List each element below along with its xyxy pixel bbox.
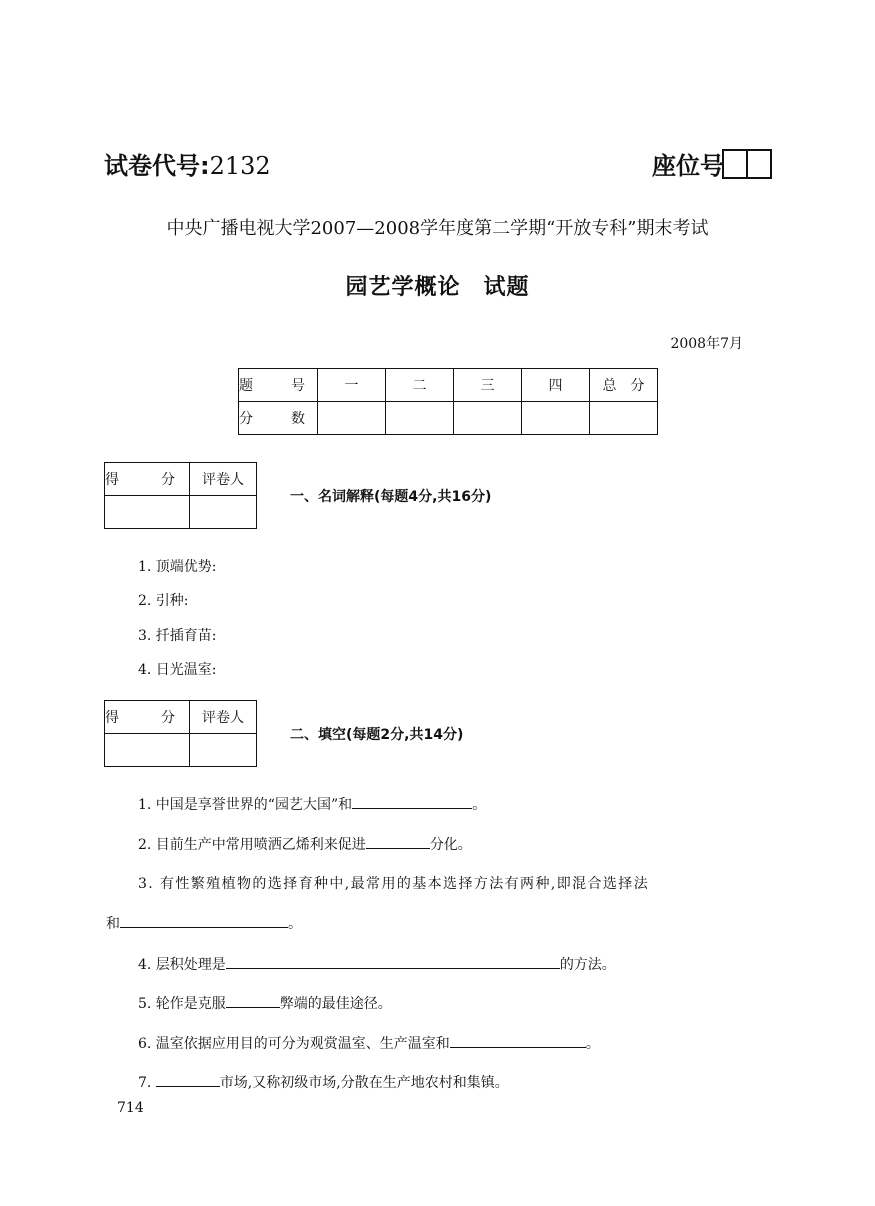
score-label: 得 分 [105, 701, 190, 734]
score-table-row-label: 分 数 [239, 402, 318, 435]
score-table-score-row [239, 402, 658, 435]
score-cell [318, 402, 386, 435]
seat-number [652, 146, 772, 181]
score-table [238, 368, 658, 435]
answer-blank[interactable] [226, 993, 280, 1008]
section1-item: 1. 顶端优势: [138, 559, 217, 575]
score-table-header-cell: 三 [454, 369, 522, 402]
paper-code [104, 146, 271, 181]
grader-box-section1 [104, 462, 257, 529]
grader-cell [190, 734, 257, 767]
score-table-header-cell: 总 分 [590, 369, 658, 402]
answer-blank[interactable] [366, 834, 430, 849]
answer-blank[interactable] [226, 954, 560, 969]
section1-title: 一、名词解释(每题4分,共16分) [290, 489, 492, 505]
seat-box-2 [746, 149, 772, 179]
exam-title: 中央广播电视大学2007—2008学年度第二学期“开放专科”期末考试 [166, 218, 709, 239]
score-cell [105, 734, 190, 767]
paper-code-value: 2132 [209, 152, 271, 180]
score-cell [522, 402, 590, 435]
fill-item: 6. 温室依据应用目的可分为观赏温室、生产温室和 。 [138, 1033, 600, 1053]
score-table-header-row [239, 369, 658, 402]
grader-box-section2 [104, 700, 257, 767]
answer-blank[interactable] [450, 1033, 586, 1048]
score-table-header-cell: 题 号 [239, 369, 318, 402]
answer-blank[interactable] [156, 1072, 220, 1087]
fill-item: 4. 层积处理是 的方法。 [138, 954, 616, 974]
score-cell [590, 402, 658, 435]
section2-title: 二、填空(每题2分,共14分) [290, 727, 464, 743]
paper-code-label: 试卷代号: [104, 152, 210, 180]
section1-item: 3. 扦插育苗: [138, 628, 217, 644]
grader-label: 评卷人 [190, 463, 257, 496]
score-cell [105, 496, 190, 529]
answer-blank[interactable] [120, 913, 288, 928]
exam-date: 2008年7月 [670, 336, 743, 352]
subject-title: 园艺学概论 试题 [345, 275, 530, 300]
fill-item: 和 。 [106, 913, 302, 933]
grader-label: 评卷人 [190, 701, 257, 734]
seat-box-1 [722, 149, 748, 179]
fill-item: 3. 有性繁殖植物的选择育种中,最常用的基本选择方法有两种,即混合选择法 [138, 876, 650, 892]
answer-blank[interactable] [352, 794, 472, 809]
fill-item: 1. 中国是享誉世界的“园艺大国”和 。 [138, 794, 486, 814]
score-cell [454, 402, 522, 435]
section1-item: 2. 引种: [138, 593, 189, 609]
score-table-header-cell: 二 [386, 369, 454, 402]
score-table-header-cell: 四 [522, 369, 590, 402]
score-table-header-cell: 一 [318, 369, 386, 402]
fill-item: 2. 目前生产中常用喷洒乙烯利来促进 分化。 [138, 834, 472, 854]
grader-cell [190, 496, 257, 529]
score-cell [386, 402, 454, 435]
fill-item: 7. 市场,又称初级市场,分散在生产地农村和集镇。 [138, 1072, 509, 1092]
fill-item: 5. 轮作是克服 弊端的最佳途径。 [138, 993, 392, 1013]
section1-item: 4. 日光温室: [138, 662, 217, 678]
score-label: 得 分 [105, 463, 190, 496]
page-number: 714 [117, 1100, 144, 1116]
seat-label: 座位号 [652, 152, 724, 180]
